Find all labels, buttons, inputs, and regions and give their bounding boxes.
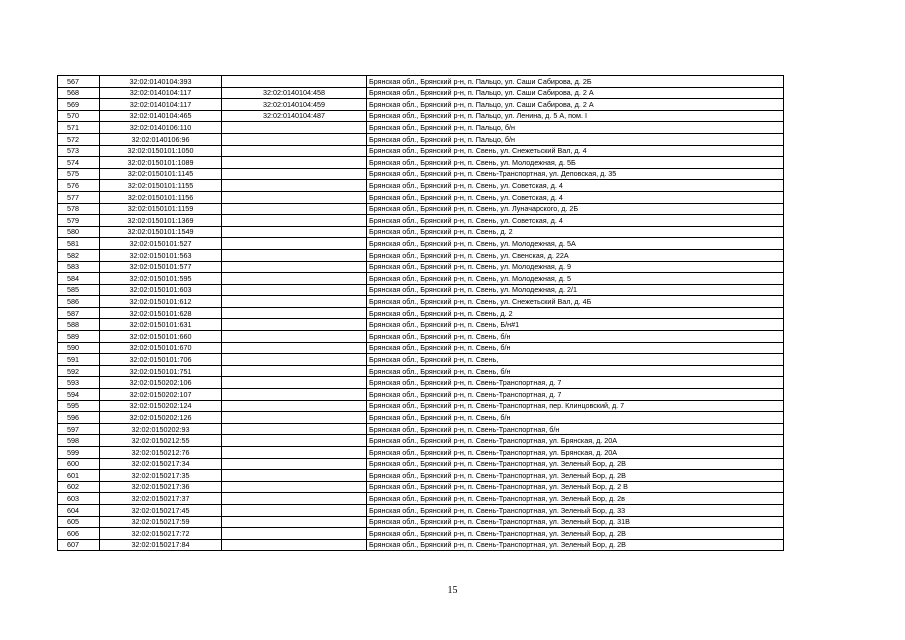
- cadastral-number-cell: 32:02:0140104:117: [100, 87, 222, 99]
- address-cell: Брянская обл., Брянский р-н, п. Свень, ул. Снежетьский Вал, д. 4: [367, 145, 784, 157]
- address-cell: Брянская обл., Брянский р-н, п. Пальцо, б/н: [367, 133, 784, 145]
- address-cell: Брянская обл., Брянский р-н, п. Свень-Транспортная, ул. Зеленый Бор, д. 33: [367, 504, 784, 516]
- address-cell: Брянская обл., Брянский р-н, п. Свень, б/н: [367, 342, 784, 354]
- address-cell: Брянская обл., Брянский р-н, п. Пальцо, ул. Саши Сабирова, д. 2 А: [367, 99, 784, 111]
- row-number-cell: 572: [58, 133, 100, 145]
- cadastral-number-cell: 32:02:0150217:34: [100, 458, 222, 470]
- cadastral-number-cell: 32:02:0150101:1089: [100, 157, 222, 169]
- row-number-cell: 577: [58, 191, 100, 203]
- linked-cadastral-number-cell: 32:02:0140104:487: [222, 110, 367, 122]
- row-number-cell: 584: [58, 273, 100, 285]
- table-row: [58, 226, 784, 238]
- linked-cadastral-number-cell: [222, 435, 367, 447]
- table-row: [58, 238, 784, 250]
- row-number-cell: 589: [58, 331, 100, 343]
- table-row: [58, 458, 784, 470]
- row-number-cell: 597: [58, 423, 100, 435]
- table-row: [58, 528, 784, 540]
- address-cell: Брянская обл., Брянский р-н, п. Свень-Транспортная, пер. Клинцовский, д. 7: [367, 400, 784, 412]
- address-cell: Брянская обл., Брянский р-н, п. Свень, ул. Молодежная, д. 5: [367, 273, 784, 285]
- cadastral-number-cell: 32:02:0150202:126: [100, 412, 222, 424]
- table-row: [58, 354, 784, 366]
- cadastral-number-cell: 32:02:0150101:670: [100, 342, 222, 354]
- table-row: [58, 87, 784, 99]
- address-cell: Брянская обл., Брянский р-н, п. Свень, б/н: [367, 365, 784, 377]
- address-cell: Брянская обл., Брянский р-н, п. Свень, ул. Свенская, д. 22А: [367, 249, 784, 261]
- cadastral-number-cell: 32:02:0150101:628: [100, 307, 222, 319]
- row-number-cell: 569: [58, 99, 100, 111]
- row-number-cell: 570: [58, 110, 100, 122]
- linked-cadastral-number-cell: [222, 296, 367, 308]
- row-number-cell: 588: [58, 319, 100, 331]
- cadastral-number-cell: 32:02:0150217:36: [100, 481, 222, 493]
- linked-cadastral-number-cell: [222, 458, 367, 470]
- table-row: [58, 273, 784, 285]
- table-row: [58, 99, 784, 111]
- row-number-cell: 579: [58, 215, 100, 227]
- address-cell: Брянская обл., Брянский р-н, п. Пальцо, ул. Саши Сабирова, д. 2 А: [367, 87, 784, 99]
- table-row: [58, 157, 784, 169]
- address-cell: Брянская обл., Брянский р-н, п. Свень-Транспортная, д. 7: [367, 377, 784, 389]
- table-row: [58, 493, 784, 505]
- table-row: [58, 122, 784, 134]
- cadastral-number-cell: 32:02:0150101:577: [100, 261, 222, 273]
- row-number-cell: 580: [58, 226, 100, 238]
- table-row: [58, 400, 784, 412]
- cadastral-number-cell: 32:02:0150101:603: [100, 284, 222, 296]
- row-number-cell: 587: [58, 307, 100, 319]
- linked-cadastral-number-cell: [222, 180, 367, 192]
- row-number-cell: 592: [58, 365, 100, 377]
- property-table: [57, 75, 784, 551]
- linked-cadastral-number-cell: 32:02:0140104:459: [222, 99, 367, 111]
- row-number-cell: 594: [58, 389, 100, 401]
- cadastral-number-cell: 32:02:0150202:124: [100, 400, 222, 412]
- table-row: [58, 516, 784, 528]
- row-number-cell: 604: [58, 504, 100, 516]
- linked-cadastral-number-cell: [222, 203, 367, 215]
- row-number-cell: 600: [58, 458, 100, 470]
- cadastral-number-cell: 32:02:0150101:1156: [100, 191, 222, 203]
- table-row: [58, 133, 784, 145]
- linked-cadastral-number-cell: [222, 354, 367, 366]
- row-number-cell: 582: [58, 249, 100, 261]
- address-cell: Брянская обл., Брянский р-н, п. Свень, б/н: [367, 331, 784, 343]
- linked-cadastral-number-cell: [222, 284, 367, 296]
- cadastral-number-cell: 32:02:0150202:107: [100, 389, 222, 401]
- table-row: [58, 447, 784, 459]
- row-number-cell: 595: [58, 400, 100, 412]
- linked-cadastral-number-cell: [222, 133, 367, 145]
- linked-cadastral-number-cell: [222, 249, 367, 261]
- address-cell: Брянская обл., Брянский р-н, п. Пальцо, б/н: [367, 122, 784, 134]
- cadastral-number-cell: 32:02:0140104:117: [100, 99, 222, 111]
- linked-cadastral-number-cell: [222, 191, 367, 203]
- table-row: [58, 110, 784, 122]
- address-cell: Брянская обл., Брянский р-н, п. Свень, ул. Советская, д. 4: [367, 191, 784, 203]
- address-cell: Брянская обл., Брянский р-н, п. Свень-Транспортная, ул. Зеленый Бор, д. 2В: [367, 458, 784, 470]
- address-cell: Брянская обл., Брянский р-н, п. Пальцо, ул. Ленина, д. 5 А, пом. I: [367, 110, 784, 122]
- row-number-cell: 573: [58, 145, 100, 157]
- linked-cadastral-number-cell: [222, 168, 367, 180]
- row-number-cell: 602: [58, 481, 100, 493]
- address-cell: Брянская обл., Брянский р-н, п. Свень-Транспортная, ул. Зеленый Бор, д. 2В: [367, 539, 784, 551]
- linked-cadastral-number-cell: [222, 261, 367, 273]
- cadastral-number-cell: 32:02:0150101:706: [100, 354, 222, 366]
- linked-cadastral-number-cell: [222, 539, 367, 551]
- address-cell: Брянская обл., Брянский р-н, п. Свень, ул. Советская, д. 4: [367, 180, 784, 192]
- linked-cadastral-number-cell: [222, 400, 367, 412]
- address-cell: Брянская обл., Брянский р-н, п. Свень, ул. Луначарского, д. 2Б: [367, 203, 784, 215]
- row-number-cell: 605: [58, 516, 100, 528]
- row-number-cell: 599: [58, 447, 100, 459]
- address-cell: Брянская обл., Брянский р-н, п. Свень-Транспортная, ул. Брянская, д. 20А: [367, 435, 784, 447]
- cadastral-number-cell: 32:02:0140106:96: [100, 133, 222, 145]
- row-number-cell: 585: [58, 284, 100, 296]
- cadastral-number-cell: 32:02:0150101:1369: [100, 215, 222, 227]
- row-number-cell: 568: [58, 87, 100, 99]
- cadastral-number-cell: 32:02:0150101:612: [100, 296, 222, 308]
- address-cell: Брянская обл., Брянский р-н, п. Свень, д. 2: [367, 226, 784, 238]
- linked-cadastral-number-cell: [222, 76, 367, 88]
- linked-cadastral-number-cell: [222, 516, 367, 528]
- linked-cadastral-number-cell: [222, 528, 367, 540]
- linked-cadastral-number-cell: [222, 319, 367, 331]
- address-cell: Брянская обл., Брянский р-н, п. Свень-Транспортная, ул. Зеленый Бор, д. 2В: [367, 470, 784, 482]
- address-cell: Брянская обл., Брянский р-н, п. Свень, д. 2: [367, 307, 784, 319]
- address-cell: Брянская обл., Брянский р-н, п. Свень,: [367, 354, 784, 366]
- row-number-cell: 575: [58, 168, 100, 180]
- cadastral-number-cell: 32:02:0150101:595: [100, 273, 222, 285]
- cadastral-number-cell: 32:02:0140104:465: [100, 110, 222, 122]
- page-number: 15: [447, 585, 458, 596]
- table-body: [58, 76, 784, 551]
- table-row: [58, 180, 784, 192]
- table-row: [58, 539, 784, 551]
- table-row: [58, 284, 784, 296]
- linked-cadastral-number-cell: [222, 145, 367, 157]
- row-number-cell: 591: [58, 354, 100, 366]
- linked-cadastral-number-cell: [222, 447, 367, 459]
- linked-cadastral-number-cell: [222, 273, 367, 285]
- table-row: [58, 168, 784, 180]
- cadastral-number-cell: 32:02:0140106:110: [100, 122, 222, 134]
- table-row: [58, 76, 784, 88]
- cadastral-number-cell: 32:02:0150217:72: [100, 528, 222, 540]
- row-number-cell: 586: [58, 296, 100, 308]
- cadastral-number-cell: 32:02:0150212:55: [100, 435, 222, 447]
- linked-cadastral-number-cell: [222, 331, 367, 343]
- table-row: [58, 203, 784, 215]
- address-cell: Брянская обл., Брянский р-н, п. Свень-Транспортная, ул. Зеленый Бор, д. 2в: [367, 493, 784, 505]
- row-number-cell: 601: [58, 470, 100, 482]
- table-row: [58, 412, 784, 424]
- linked-cadastral-number-cell: [222, 377, 367, 389]
- cadastral-number-cell: 32:02:0150101:527: [100, 238, 222, 250]
- linked-cadastral-number-cell: [222, 157, 367, 169]
- row-number-cell: 607: [58, 539, 100, 551]
- row-number-cell: 596: [58, 412, 100, 424]
- cadastral-number-cell: 32:02:0150217:59: [100, 516, 222, 528]
- linked-cadastral-number-cell: [222, 122, 367, 134]
- table-row: [58, 307, 784, 319]
- cadastral-number-cell: 32:02:0150101:1159: [100, 203, 222, 215]
- cadastral-number-cell: 32:02:0140104:393: [100, 76, 222, 88]
- cadastral-number-cell: 32:02:0150101:1549: [100, 226, 222, 238]
- table-row: [58, 435, 784, 447]
- address-cell: Брянская обл., Брянский р-н, п. Свень, ул. Молодежная, д. 2/1: [367, 284, 784, 296]
- linked-cadastral-number-cell: [222, 493, 367, 505]
- cadastral-number-cell: 32:02:0150202:93: [100, 423, 222, 435]
- cadastral-number-cell: 32:02:0150101:631: [100, 319, 222, 331]
- row-number-cell: 598: [58, 435, 100, 447]
- table-row: [58, 215, 784, 227]
- address-cell: Брянская обл., Брянский р-н, п. Свень-Транспортная, д. 7: [367, 389, 784, 401]
- table-row: [58, 342, 784, 354]
- row-number-cell: 567: [58, 76, 100, 88]
- address-cell: Брянская обл., Брянский р-н, п. Свень, ул. Молодежная, д. 9: [367, 261, 784, 273]
- linked-cadastral-number-cell: [222, 470, 367, 482]
- linked-cadastral-number-cell: [222, 226, 367, 238]
- row-number-cell: 603: [58, 493, 100, 505]
- table-row: [58, 470, 784, 482]
- cadastral-number-cell: 32:02:0150202:106: [100, 377, 222, 389]
- cadastral-number-cell: 32:02:0150101:1050: [100, 145, 222, 157]
- linked-cadastral-number-cell: [222, 389, 367, 401]
- linked-cadastral-number-cell: [222, 238, 367, 250]
- address-cell: Брянская обл., Брянский р-н, п. Пальцо, ул. Саши Сабирова, д. 2Б: [367, 76, 784, 88]
- address-cell: Брянская обл., Брянский р-н, п. Свень, Б/н#1: [367, 319, 784, 331]
- table-row: [58, 296, 784, 308]
- table-row: [58, 423, 784, 435]
- address-cell: Брянская обл., Брянский р-н, п. Свень-Транспортная, б/н: [367, 423, 784, 435]
- row-number-cell: 581: [58, 238, 100, 250]
- cadastral-number-cell: 32:02:0150101:563: [100, 249, 222, 261]
- cadastral-number-cell: 32:02:0150217:45: [100, 504, 222, 516]
- address-cell: Брянская обл., Брянский р-н, п. Свень-Транспортная, ул. Деповская, д. 35: [367, 168, 784, 180]
- row-number-cell: 593: [58, 377, 100, 389]
- cadastral-number-cell: 32:02:0150217:37: [100, 493, 222, 505]
- address-cell: Брянская обл., Брянский р-н, п. Свень-Транспортная, ул. Зеленый Бор, д. 2 В: [367, 481, 784, 493]
- linked-cadastral-number-cell: [222, 481, 367, 493]
- linked-cadastral-number-cell: [222, 504, 367, 516]
- table-row: [58, 261, 784, 273]
- table-row: [58, 331, 784, 343]
- address-cell: Брянская обл., Брянский р-н, п. Свень-Транспортная, ул. Брянская, д. 20А: [367, 447, 784, 459]
- address-cell: Брянская обл., Брянский р-н, п. Свень, б/н: [367, 412, 784, 424]
- row-number-cell: 576: [58, 180, 100, 192]
- address-cell: Брянская обл., Брянский р-н, п. Свень, ул. Молодежная, д. 5А: [367, 238, 784, 250]
- row-number-cell: 590: [58, 342, 100, 354]
- linked-cadastral-number-cell: [222, 365, 367, 377]
- table-row: [58, 319, 784, 331]
- linked-cadastral-number-cell: [222, 307, 367, 319]
- address-cell: Брянская обл., Брянский р-н, п. Свень, ул. Снежетьский Вал, д. 4Б: [367, 296, 784, 308]
- cadastral-number-cell: 32:02:0150212:76: [100, 447, 222, 459]
- cadastral-number-cell: 32:02:0150101:1145: [100, 168, 222, 180]
- linked-cadastral-number-cell: [222, 215, 367, 227]
- table-row: [58, 377, 784, 389]
- linked-cadastral-number-cell: 32:02:0140104:458: [222, 87, 367, 99]
- table-row: [58, 249, 784, 261]
- table-row: [58, 481, 784, 493]
- cadastral-number-cell: 32:02:0150101:660: [100, 331, 222, 343]
- address-cell: Брянская обл., Брянский р-н, п. Свень, ул. Советская, д. 4: [367, 215, 784, 227]
- address-cell: Брянская обл., Брянский р-н, п. Свень, ул. Молодежная, д. 5Б: [367, 157, 784, 169]
- cadastral-number-cell: 32:02:0150101:751: [100, 365, 222, 377]
- row-number-cell: 578: [58, 203, 100, 215]
- table-row: [58, 389, 784, 401]
- cadastral-number-cell: 32:02:0150217:35: [100, 470, 222, 482]
- table-row: [58, 504, 784, 516]
- linked-cadastral-number-cell: [222, 412, 367, 424]
- row-number-cell: 574: [58, 157, 100, 169]
- cadastral-number-cell: 32:02:0150217:84: [100, 539, 222, 551]
- table-row: [58, 145, 784, 157]
- table-row: [58, 191, 784, 203]
- address-cell: Брянская обл., Брянский р-н, п. Свень-Транспортная, ул. Зеленый Бор, д. 31В: [367, 516, 784, 528]
- linked-cadastral-number-cell: [222, 423, 367, 435]
- table-row: [58, 365, 784, 377]
- row-number-cell: 606: [58, 528, 100, 540]
- row-number-cell: 583: [58, 261, 100, 273]
- row-number-cell: 571: [58, 122, 100, 134]
- cadastral-number-cell: 32:02:0150101:1155: [100, 180, 222, 192]
- linked-cadastral-number-cell: [222, 342, 367, 354]
- address-cell: Брянская обл., Брянский р-н, п. Свень-Транспортная, ул. Зеленый Бор, д. 2В: [367, 528, 784, 540]
